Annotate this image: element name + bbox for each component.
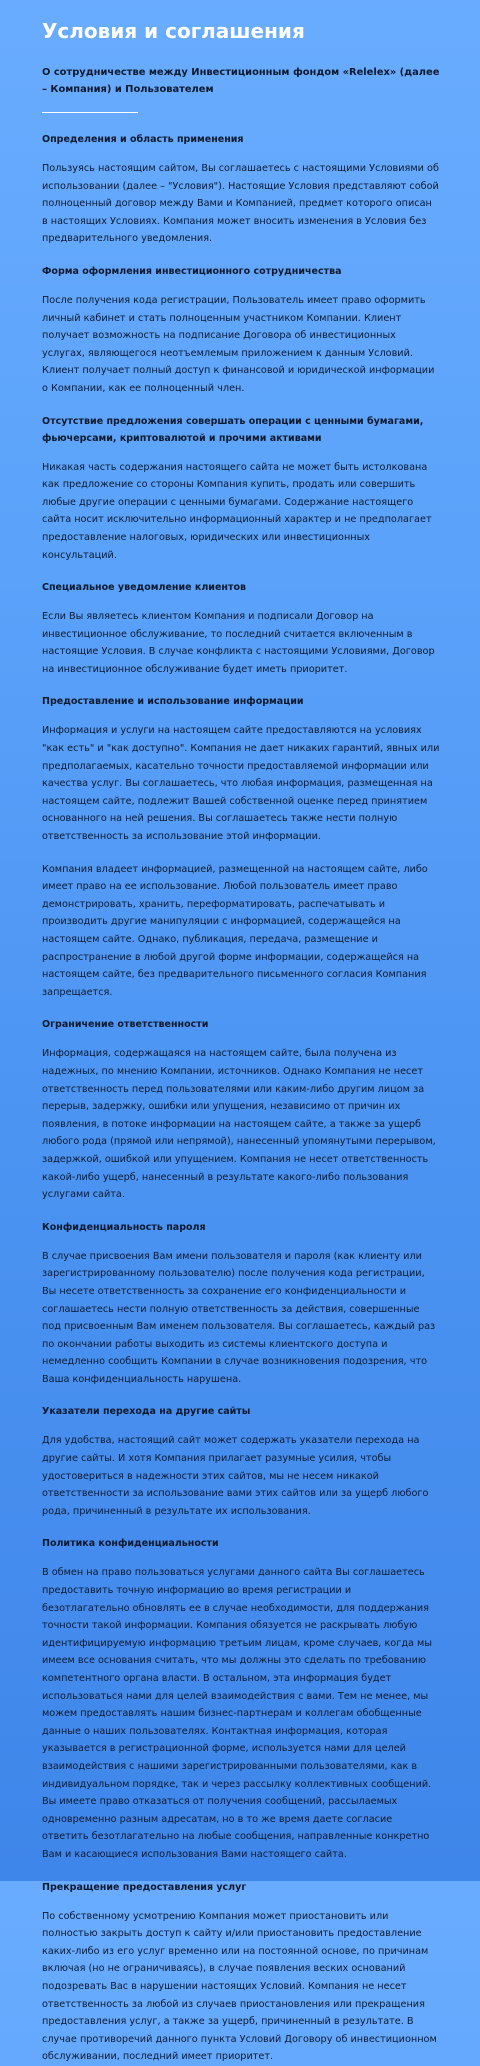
section-heading: Прекращение предоставления услуг [42, 1881, 247, 1893]
section-heading: Ограничение ответственности [42, 1019, 209, 1031]
section-heading: Политика конфиденциальности [42, 1538, 219, 1550]
section-paragraph: В случае присвоения Вам имени пользователя и пароля (как клиенту или зарегистрированному пользователю) после получения кода регистрации, Вы несете ответственность за сохранение его конфиденциальности и соглашаетесь нести полную ответственность за действия, совершенные под присвоенным Вам именем пользователя. Вы соглашаетесь, каждый раз по окончании работы выходить из системы клиентского доступа и немедленно сообщить Компании в случае возникновения подозрения, что Ваша конфиденциальность нарушена. [42, 1250, 436, 1385]
section-paragraph: По собственному усмотрению Компания может приостановить или полностью закрыть доступ к сайту и/или приостановить предоставление каких-либо из его услуг временно или на постоянной основе, по причинам включая (но не ограничиваясь), в случае появления веских оснований подозревать Вас в нарушении настоящих Условий. Компания не несет ответственность за любой из случаев приостановления или прекращения предоставления услуг, а также за ущерб, причиненный в результате. В случае противоречий данного пункта Условий Договору об инвестиционном обслуживании, последний имеет приоритет. [42, 1910, 437, 2063]
terms-section [42, 1219, 440, 1389]
terms-section [42, 413, 440, 565]
section-paragraph: Если Вы являетесь клиентом Компания и подписали Договор на инвестиционное обслуживание, то последний считается включенным в настоящие Условия. В случае конфликта с настоящими Условиями, Договор на инвестиционное обслуживание будет иметь приоритет. [42, 611, 435, 675]
section-heading: Специальное уведомление клиентов [42, 582, 246, 594]
section-paragraph: Компания владеет информацией, размещенной на настоящем сайте, либо имеет право на ее использование. Любой пользователь имеет право демонстрировать, хранить, переформатировать, распечатывать и производить другие манипуляции с информацией, содержащейся на настоящем сайте. Однако, публикация, передача, размещение и распространение в любой другой форме информации, содержащейся на настоящем сайте, без предварительного письменного согласия Компания запрещается. [42, 863, 428, 998]
terms-section [42, 693, 440, 1001]
section-paragraph: Информация и услуги на настоящем сайте предоставляются на условиях "как есть" и "как доступно". Компания не дает никаких гарантий, явных или предполагаемых, касательно точности предоставляемой информации или качества услуг. Вы соглашаетесь, что любая информация, размещенная на настоящем сайте, подлежит Вашей собственной оценке перед принятием основанного на ней решения. Вы соглашаетесь также нести полную ответственность за использование этой информации. [42, 725, 440, 843]
terms-section [42, 263, 440, 398]
page-subtitle: О сотрудничестве между Инвестиционным фондом «Relelex» (далее – Компания) и Пользователем [42, 67, 440, 95]
terms-section [42, 1016, 440, 1203]
page-title: Условия и соглашения [42, 19, 305, 43]
section-paragraph: Никакая часть содержания настоящего сайта не может быть истолкована как предложение со стороны Компания купить, продать или совершить любые другие операции с ценными бумагами. Содержание настоящего сайта носит исключительно информационный характер и не предполагает предоставление налоговых, юридических или инвестиционных консультаций. [42, 461, 432, 561]
section-heading: Предоставление и использование информации [42, 696, 304, 708]
section-heading: Форма оформления инвестиционного сотрудничества [42, 265, 342, 277]
section-heading: Указатели перехода на другие сайты [42, 1406, 251, 1418]
section-heading: Конфиденциальность пароля [42, 1221, 206, 1233]
terms-section [42, 1403, 440, 1520]
section-paragraph: После получения кода регистрации, Пользователь имеет право оформить личный кабинет и стать полноценным участником Компании. Клиент получает возможность на подписание Договора об инвестиционных услугах, являющегося неотъемлемым приложением к данным Условий. Клиент получает полный доступ к финансовой и юридической информации о Компании, как ее полноценный член. [42, 294, 435, 394]
section-paragraph: Пользуясь настоящим сайтом, Вы соглашаетесь с настоящими Условиями об использовании (далее – "Условия"). Настоящие Условия представляют собой полноценный договор между Вами и Компанией, предмет которого описан в настоящих Условиях. Компания может вносить изменения в Условия без предварительного уведомления. [42, 163, 439, 245]
terms-sections [42, 131, 440, 2066]
section-heading: Определения и область применения [42, 134, 244, 145]
section-heading: Отсутствие предложения совершать операции с ценными бумагами, фьючерсами, криптовалютой и прочими активами [42, 415, 424, 444]
section-paragraph: Для удобства, настоящий сайт может содержать указатели перехода на другие сайты. И хотя Компания прилагает разумные усилия, чтобы удостовериться в надежности этих сайтов, мы не несем никакой ответственности за использование вами этих сайтов или за ущерб любого рода, причиненный в результате их использования. [42, 1435, 429, 1517]
terms-section [42, 1879, 440, 2066]
terms-section [42, 1535, 440, 1863]
title-divider [42, 112, 138, 113]
terms-section [42, 131, 440, 248]
section-paragraph: Информация, содержащаяся на настоящем сайте, была получена из надежных, по мнению Компании, источников. Однако Компания не несет ответственность перед пользователями или каким-либо другим лицом за перерыв, задержку, ошибки или упущения, независимо от причин их появления, в потоке информации на настоящем сайте, а также за ущерб любого рода (прямой или непрямой), нанесенный упомянутыми перерывом, задержкой, ошибкой или упущением. Компания не несет ответственность какой-либо ущерб, нанесенный в результате какого-либо пользования услугами сайта. [42, 1048, 436, 1201]
section-paragraph: В обмен на право пользоваться услугами данного сайта Вы соглашаетесь предоставить точную информацию во время регистрации и безотлагательно обновлять ее в случае необходимости, для поддержания точности такой информации. Компания обязуется не раскрывать любую идентифицируемую информацию третьим лицам, кроме случаев, когда мы имеем все основания считать, что мы должны это сделать по требованию компетентного органа власти. В остальном, эта информация будет использоваться нами для целей взаимодействия с вами. Тем не менее, мы можем предоставлять нашим бизнес-партнерам и коллегам обобщенные данные о наших пользователях. Контактная информация, которая указывается в регистрационной форме, используется нами для целей взаимодействия с нашими зарегистрированными пользователями, как в индивидуальном порядке, так и через рассылку коллективных сообщений. Вы имеете право отказаться от получения сообщений, рассылаемых одновременно разным адресатам, но в то же время даете согласие ответить безотлагательно на любые сообщения, направленные конкретно Вам и касающиеся использования Вами настоящего сайта. [42, 1567, 432, 1860]
terms-section [42, 579, 440, 678]
